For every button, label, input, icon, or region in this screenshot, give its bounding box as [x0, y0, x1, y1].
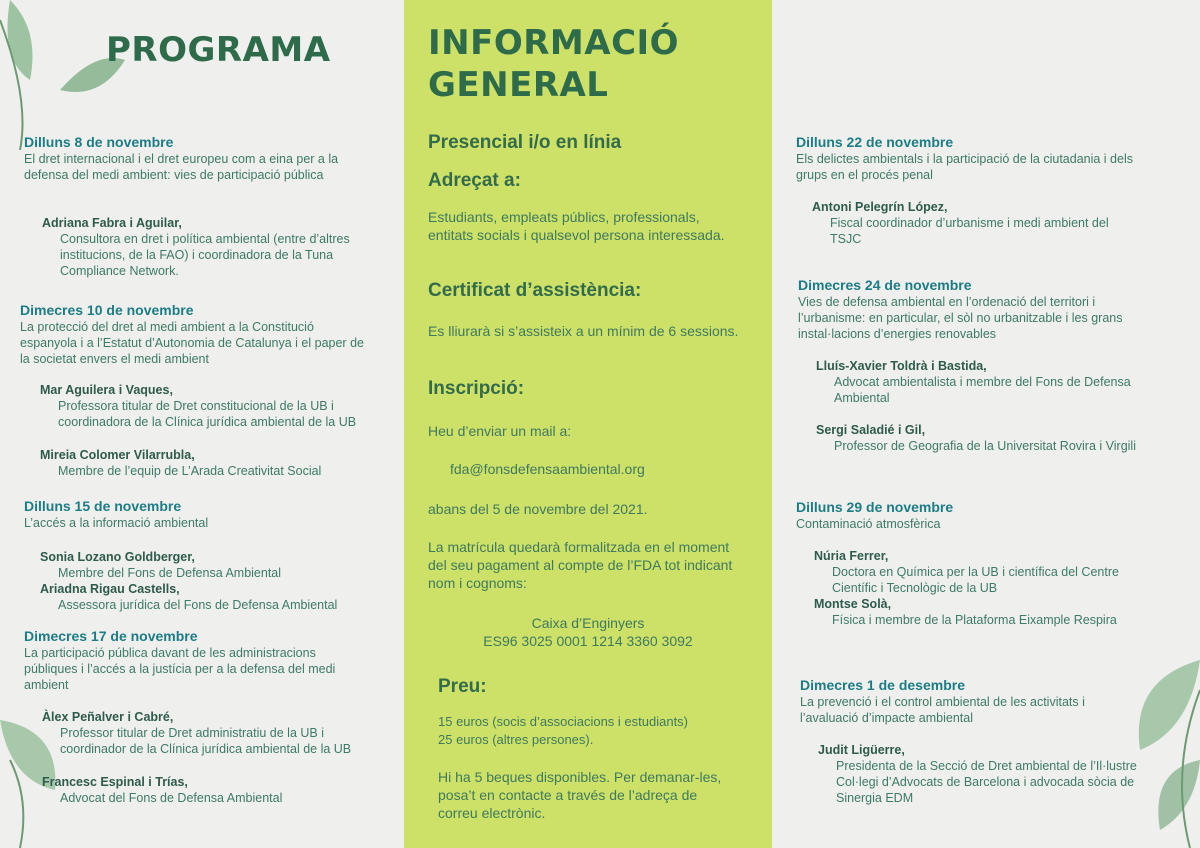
session-topic: Els delictes ambientals i la participació de la ciutadania i dels grups en el procés penal: [796, 152, 1133, 182]
speaker: [816, 358, 1141, 406]
speaker: [816, 422, 1141, 454]
session-date: Dimecres 24 de novembre: [798, 277, 972, 293]
session-date: Dilluns 8 de novembre: [24, 134, 174, 150]
session-day: [24, 628, 364, 693]
general-info-title: [428, 22, 679, 106]
speaker-name: Àlex Peñalver i Cabré,: [42, 710, 174, 724]
enrolment-text: La matrícula quedarà formalitzada en el moment del seu pagament al compte de l’FDA tot indicant nom i cognoms:: [428, 539, 733, 591]
price-students: 15 euros (socis d’associacions i estudiants): [438, 714, 689, 729]
session-date: Dimecres 17 de novembre: [24, 628, 198, 644]
speaker-role: Consultora en dret i política ambiental (entre d’altres institucions, de la FAO) i coordinadora de la Tuna Compliance Network.: [60, 232, 350, 278]
bank-iban: ES96 3025 0001 1214 3360 3092: [483, 633, 693, 649]
programa-panel: [0, 0, 404, 848]
session-day: [24, 134, 364, 183]
speaker-name: Adriana Fabra i Aguilar,: [42, 216, 182, 230]
speaker-name: Judit Ligüerre,: [818, 743, 905, 757]
speaker: [812, 199, 1137, 247]
session-date: Dimecres 1 de desembre: [800, 677, 965, 693]
session-topic: La protecció del dret al medi ambient a la Constitució espanyola i a l’Estatut d’Autonomia de Catalunya i el paper de la societat envers el medi ambient: [20, 320, 364, 366]
speaker-role: Física i membre de la Plataforma Eixample Respira: [832, 613, 1117, 627]
speaker-name: Núria Ferrer,: [814, 549, 889, 563]
grants-text: Hi ha 5 beques disponibles. Per demanar-les, posa’t en contacte a través de l’adreça de correu electrònic.: [438, 769, 722, 821]
speaker: [42, 215, 362, 279]
session-day: [24, 498, 364, 531]
speaker-role: Professora titular de Dret constitucional de la UB i coordinadora de la Clínica jurídica ambiental de la UB: [58, 399, 357, 429]
speaker-role: Membre del Fons de Defensa Ambiental: [58, 566, 282, 580]
title-line-2: GENERAL: [428, 65, 609, 105]
speaker-role: Professor de Geografia de la Universitat Rovira i Virgili: [834, 439, 1136, 453]
session-topic: L’accés a la informació ambiental: [24, 516, 209, 530]
speaker: [818, 742, 1138, 806]
session-day: [20, 302, 365, 367]
speaker-name: Francesc Espinal i Trías,: [42, 775, 188, 789]
speaker-name: Antoni Pelegrín López,: [812, 200, 948, 214]
session-topic: La participació pública davant de les administracions públiques i l’accés a la justícia per a la defensa del medi ambient: [24, 646, 336, 692]
session-date: Dimecres 10 de novembre: [20, 302, 194, 318]
title-line-1: INFORMACIÓ: [428, 23, 680, 63]
speaker-name: Sergi Saladié i Gil,: [816, 423, 926, 437]
speaker: [814, 548, 1139, 596]
registration-text: Heu d’enviar un mail a:: [428, 423, 572, 439]
speaker-name: Mireia Colomer Vilarrubla,: [40, 448, 195, 462]
session-date: Dilluns 22 de novembre: [796, 134, 954, 150]
session-topic: La prevenció i el control ambiental de les activitats i l’avaluació d’impacte ambiental: [800, 695, 1085, 725]
speaker: [814, 596, 1139, 628]
speaker: [40, 549, 365, 581]
speaker-role: Fiscal coordinador d’urbanisme i medi ambient del TSJC: [830, 216, 1109, 246]
session-topic: El dret internacional i el dret europeu com a eina per a la defensa del medi ambient: vies de participació pública: [24, 152, 339, 182]
audience-heading: Adreçat a:: [428, 170, 521, 191]
leaf-decoration-icon: [0, 0, 130, 150]
session-date: Dilluns 29 de novembre: [796, 499, 954, 515]
price-list: [438, 713, 758, 749]
speaker-role: Professor titular de Dret administratiu de la UB i coordinador de la Clínica jurídica ambiental de la UB: [60, 726, 352, 756]
speaker-role: Advocat del Fons de Defensa Ambiental: [60, 791, 283, 805]
session-day: [796, 134, 1136, 183]
speaker-role: Doctora en Química per la UB i científica del Centre Científic i Tecnològic de la UB: [832, 565, 1119, 595]
speaker: [42, 709, 367, 757]
registration-heading: Inscripció:: [428, 378, 525, 399]
general-info-panel: [404, 0, 772, 848]
programa-title: PROGRAMA: [106, 30, 331, 70]
bank-name: Caixa d’Enginyers: [531, 615, 645, 631]
audience-text: Estudiants, empleats públics, professionals, entitats socials i qualsevol persona interessada.: [428, 209, 725, 243]
speaker-name: Ariadna Rigau Castells,: [40, 582, 180, 596]
certificate-text: Es lliurarà si s’assisteix a un mínim de 6 sessions.: [428, 323, 739, 339]
price-others: 25 euros (altres persones).: [438, 732, 594, 747]
speaker-role: Membre de l’equip de L’Arada Creativitat Social: [58, 464, 322, 478]
speaker-role: Assessora jurídica del Fons de Defensa Ambiental: [58, 598, 338, 612]
speaker-name: Mar Aguilera i Vaques,: [40, 383, 173, 397]
speaker-role: Advocat ambientalista i membre del Fons de Defensa Ambiental: [834, 375, 1131, 405]
certificate-heading: Certificat d’assistència:: [428, 280, 642, 301]
session-date: Dilluns 15 de novembre: [24, 498, 182, 514]
speaker-role: Presidenta de la Secció de Dret ambiental de l’Il·lustre Col·legi d’Advocats de Barcelona i advocada sòcia de Sinergia EDM: [836, 759, 1137, 805]
speaker-name: Montse Solà,: [814, 597, 892, 611]
speaker-name: Lluís-Xavier Toldrà i Bastida,: [816, 359, 987, 373]
speaker: [42, 774, 367, 806]
mode-heading: Presencial i/o en línia: [428, 132, 622, 153]
price-heading: Preu:: [438, 676, 487, 697]
bank-details: [428, 614, 748, 650]
speaker: [40, 581, 365, 613]
speaker-name: Sonia Lozano Goldberger,: [40, 550, 195, 564]
session-day: [796, 499, 1136, 532]
session-topic: Vies de defensa ambiental en l’ordenació del territori i l’urbanisme: en particular, el sòl no urbanitzable i les grans instal·lacions d’energies renovables: [798, 295, 1123, 341]
session-day: [800, 677, 1140, 726]
speaker: [40, 382, 365, 430]
registration-email[interactable]: fda@fonsdefensaambiental.org: [450, 461, 645, 477]
session-topic: Contaminació atmosfèrica: [796, 517, 941, 531]
registration-deadline: abans del 5 de novembre del 2021.: [428, 501, 648, 517]
programa-continued-panel: [772, 0, 1200, 848]
speaker: [40, 447, 365, 479]
session-day: [798, 277, 1143, 342]
